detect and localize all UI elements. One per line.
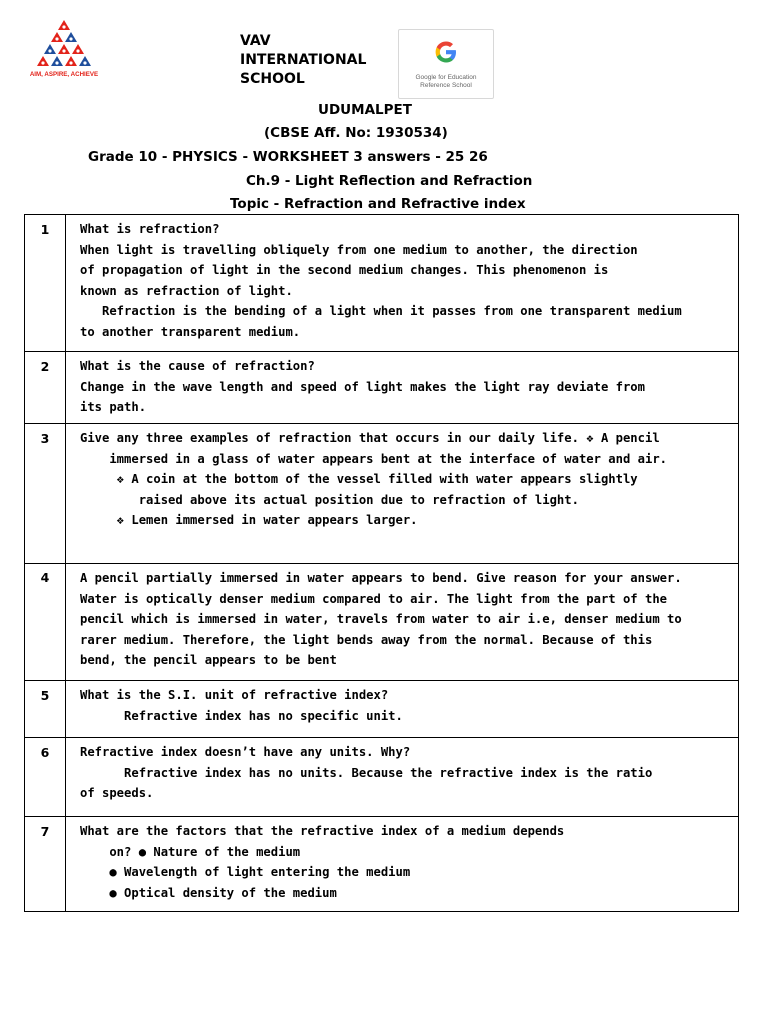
question-text-line: of propagation of light in the second medium changes. This phenomenon is (80, 263, 609, 277)
google-for-education-badge (398, 29, 494, 99)
question-text-line: ❖ A coin at the bottom of the vessel filled with water appears slightly (80, 472, 638, 486)
question-text-line: Water is optically denser medium compared to air. The light from the part of the (80, 591, 667, 606)
question-content (66, 215, 739, 352)
question-text-line: Refractive index has no units. Because the refractive index is the ratio (80, 765, 653, 780)
question-number: 2 (25, 352, 66, 424)
question-number: 1 (25, 215, 66, 352)
question-text-line: on? ● Nature of the medium (80, 844, 301, 859)
question-text-line: Refraction is the bending of a light when it passes from one transparent medium (80, 304, 682, 318)
question-content (66, 424, 739, 564)
badge-text: Google for Education Reference School (415, 74, 477, 89)
questions-table (24, 214, 739, 912)
question-text-line: Refractive index doesn’t have any units. Why? (80, 745, 411, 759)
school-logo (24, 18, 104, 88)
question-text-line: What is refraction? (80, 222, 220, 236)
question-text-line: bend, the pencil appears to be bent (80, 653, 337, 667)
question-text-line: Give any three examples of refraction that occurs in our daily life. ❖ A pencil (80, 431, 660, 445)
question-text-line: pencil which is immersed in water, travels from water to air i.e, denser medium to (80, 612, 682, 626)
google-g-icon (432, 38, 460, 66)
question-number: 4 (25, 564, 66, 681)
question-text-line: of speeds. (80, 786, 154, 800)
question-content (66, 352, 739, 424)
question-content (66, 817, 739, 912)
question-text-line: When light is travelling obliquely from one medium to another, the direction (80, 242, 638, 257)
chapter-title: Ch.9 - Light Reflection and Refraction (246, 173, 533, 189)
school-name: VAV INTERNATIONAL SCHOOL (240, 33, 367, 87)
question-text-line: A pencil partially immersed in water appears to bend. Give reason for your answer. (80, 571, 682, 585)
question-row (25, 681, 739, 738)
question-text-line: to another transparent medium. (80, 324, 301, 339)
question-number: 5 (25, 681, 66, 738)
worksheet-title: Grade 10 - PHYSICS - WORKSHEET 3 answers - 25 26 (88, 149, 488, 165)
question-text-line: known as refraction of light. (80, 283, 293, 298)
question-text-line: raised above its actual position due to refraction of light. (80, 492, 579, 507)
question-text-line: rarer medium. Therefore, the light bends away from the normal. Because of this (80, 632, 653, 647)
question-row (25, 738, 739, 817)
question-text-line: What is the cause of refraction? (80, 359, 315, 373)
question-text-line: What are the factors that the refractive index of a medium depends (80, 824, 565, 838)
question-text-line: immersed in a glass of water appears bent at the interface of water and air. (80, 451, 667, 466)
question-number: 6 (25, 738, 66, 817)
question-number: 3 (25, 424, 66, 564)
question-row (25, 817, 739, 912)
question-text-line: Change in the wave length and speed of light makes the light ray deviate from (80, 379, 645, 394)
question-text-line: Refractive index has no specific unit. (80, 708, 403, 723)
question-text-line: its path. (80, 400, 147, 414)
question-content (66, 564, 739, 681)
affiliation-number: (CBSE Aff. No: 1930534) (264, 125, 448, 141)
question-content (66, 681, 739, 738)
question-row (25, 564, 739, 681)
question-row (25, 352, 739, 424)
question-row (25, 424, 739, 564)
school-location: UDUMALPET (318, 102, 412, 118)
question-text-line: ❖ Lemen immersed in water appears larger. (80, 513, 418, 527)
question-text-line: ● Optical density of the medium (80, 885, 337, 900)
question-content (66, 738, 739, 817)
question-number: 7 (25, 817, 66, 912)
question-text-line: What is the S.I. unit of refractive index? (80, 688, 389, 702)
question-row (25, 215, 739, 352)
logo-tagline: AIM, ASPIRE, ACHIEVE (29, 71, 99, 78)
topic-title: Topic - Refraction and Refractive index (230, 196, 526, 212)
question-text-line: ● Wavelength of light entering the medium (80, 865, 411, 879)
